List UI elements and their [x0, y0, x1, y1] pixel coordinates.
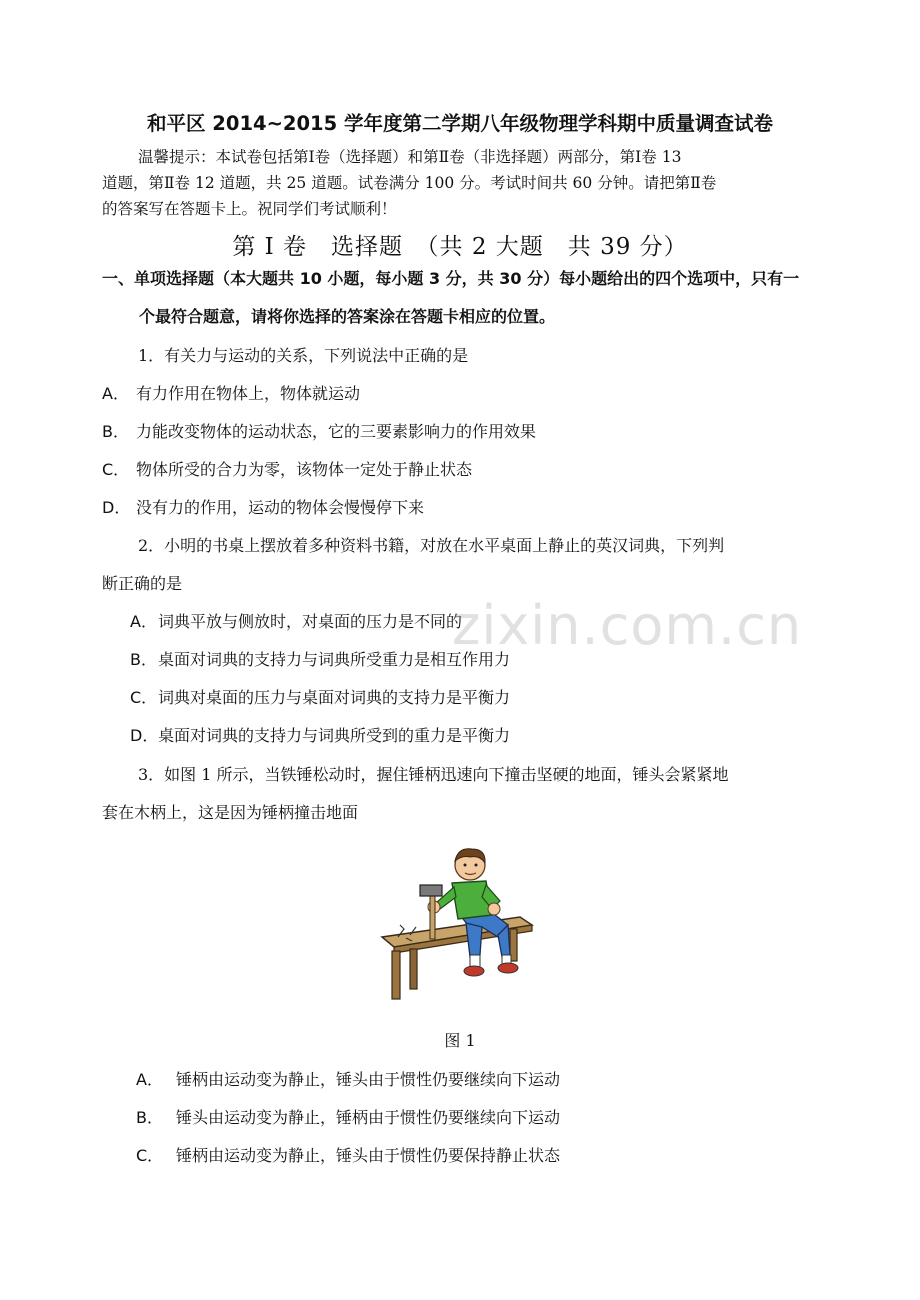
option-label: D． — [130, 726, 159, 745]
notice-line: 道题，第Ⅱ卷 12 道题，共 25 道题。试卷满分 100 分。考试时间共 60 分钟。请把第Ⅱ卷 — [102, 174, 717, 192]
notice-line: 的答案写在答题卡上。祝同学们考试顺利！ — [102, 200, 397, 218]
notice-line: 温馨提示：本试卷包括第Ⅰ卷（选择题）和第Ⅱ卷（非选择题）两部分，第Ⅰ卷 13 — [138, 148, 682, 166]
question-3-stem-cont: 套在木柄上，这是因为锤柄撞击地面 — [102, 803, 359, 822]
watermark: zixin.com.cn — [452, 594, 803, 657]
question-3-option-b — [136, 1105, 560, 1128]
question-3-option-a — [136, 1067, 560, 1090]
section-heading-line: 一、单项选择题（本大题共 10 小题，每小题 3 分，共 30 分）每小题给出的四个选项中，只有一 — [102, 269, 800, 288]
option-text: 锤柄由运动变为静止，锤头由于惯性仍要继续向下运动 — [176, 1070, 561, 1089]
option-text: 物体所受的合力为零，该物体一定处于静止状态 — [136, 460, 473, 479]
figure-1-illustration — [370, 845, 550, 1010]
option-label: C． — [130, 688, 158, 707]
option-text: 桌面对词典的支持力与词典所受到的重力是平衡力 — [158, 726, 511, 745]
notice-paragraph — [102, 144, 822, 222]
option-text: 词典平放与侧放时，对桌面的压力是不同的 — [158, 612, 463, 631]
option-label: B． — [136, 1108, 163, 1127]
question-1-option-b — [102, 419, 536, 442]
option-label: A． — [136, 1070, 163, 1089]
section-heading-line: 个最符合题意，请将你选择的答案涂在答题卡相应的位置。 — [139, 307, 556, 326]
question-1-option-d — [102, 495, 424, 518]
question-2-option-a — [130, 609, 462, 632]
option-label: B． — [130, 650, 157, 669]
question-1-option-a — [102, 381, 360, 404]
option-text: 桌面对词典的支持力与词典所受重力是相互作用力 — [158, 650, 511, 669]
option-text: 锤头由运动变为静止，锤柄由于惯性仍要继续向下运动 — [176, 1108, 561, 1127]
option-text: 词典对桌面的压力与桌面对词典的支持力是平衡力 — [158, 688, 511, 707]
option-label: A． — [130, 612, 157, 631]
question-3-stem: 3．如图 1 所示，当铁锤松动时，握住锤柄迅速向下撞击坚硬的地面，锤头会紧紧地 — [138, 765, 729, 784]
question-2-stem-cont: 断正确的是 — [102, 574, 183, 593]
question-1-stem: 1．有关力与运动的关系，下列说法中正确的是 — [138, 346, 469, 365]
exam-title: 和平区 2014~2015 学年度第二学期八年级物理学科期中质量调查试卷 — [147, 112, 773, 135]
option-text: 没有力的作用，运动的物体会慢慢停下来 — [136, 498, 425, 517]
option-text: 有力作用在物体上，物体就运动 — [136, 384, 361, 403]
question-3-option-c — [136, 1143, 560, 1166]
figure-1-caption: 图 1 — [444, 1031, 476, 1050]
option-label: B． — [102, 422, 129, 441]
question-2-option-d — [130, 723, 510, 746]
option-label: C． — [102, 460, 130, 479]
option-label: C． — [136, 1146, 164, 1165]
option-text: 力能改变物体的运动状态，它的三要素影响力的作用效果 — [136, 422, 537, 441]
question-2-option-c — [130, 685, 510, 708]
question-1-option-c — [102, 457, 472, 480]
volume-title: 第 Ⅰ 卷 选择题 （共 2 大题 共 39 分） — [232, 234, 688, 260]
option-label: A． — [102, 384, 129, 403]
option-text: 锤柄由运动变为静止，锤头由于惯性仍要保持静止状态 — [176, 1146, 561, 1165]
question-2-stem: 2．小明的书桌上摆放着多种资料书籍，对放在水平桌面上静止的英汉词典，下列判 — [138, 536, 725, 555]
option-label: D． — [102, 498, 131, 517]
